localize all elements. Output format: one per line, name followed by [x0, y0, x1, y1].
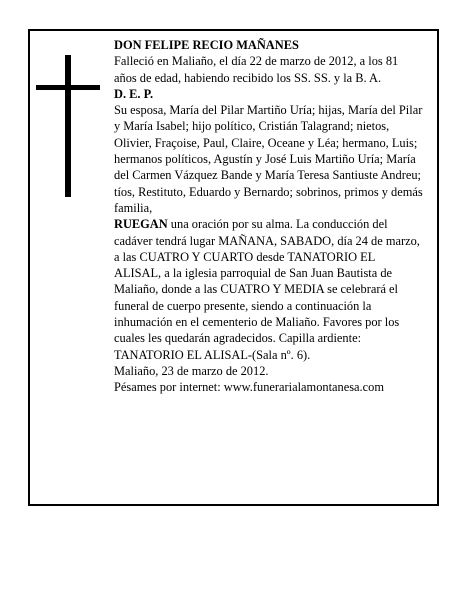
place-date: Maliaño, 23 de marzo de 2012.: [114, 363, 269, 378]
cross-horizontal-bar: [36, 85, 100, 90]
family-list: Su esposa, María del Pilar Martiño Uría; hijas, María del Pilar y María Isabel; hijo político, Cristián Talagrand; nietos, Olivier, Fraçoise, Paul, Claire, Oceane y Léa; hermano, Luis; hermanos políticos, Agustín y José Luis Martiño Uría; María del Carmen Vázquez Bande y María Teresa Santiuste Andreu; tíos, Restituto, Eduardo y Bernardo; sobrinos, primos y demás familia,: [114, 103, 423, 215]
rip-heading: D. E. P.: [114, 86, 154, 101]
funeral-request: [114, 216, 424, 363]
condolences-line: Pésames por internet: www.funerarialamontanesa.com: [114, 380, 384, 395]
cross-vertical-bar: [65, 55, 71, 197]
request-text: una oración por su alma. La conducción del cadáver tendrá lugar MAÑANA, SABADO, día 24 de marzo, a las CUATRO Y CUARTO desde TANATORIO EL ALISAL, a la iglesia parroquial de San Juan Bautista de Maliaño, donde a las CUATRO Y MEDIA se celebrará el funeral de cuerpo presente, siendo a continuación la inhumación en el cementerio de Maliaño. Favores por los cuales les quedarán agradecidos. Capilla ardiente: TANATORIO EL ALISAL-(Sala nº. 6).: [114, 217, 420, 362]
request-keyword: RUEGAN: [114, 217, 168, 232]
obituary-text: [114, 37, 424, 396]
deceased-name: DON FELIPE RECIO MAÑANES: [114, 38, 299, 52]
latin-cross-icon: [36, 55, 100, 197]
death-statement: Falleció en Maliaño, el día 22 de marzo de 2012, a los 81 años de edad, habiendo recibido los SS. SS. y la B. A.: [114, 54, 399, 85]
